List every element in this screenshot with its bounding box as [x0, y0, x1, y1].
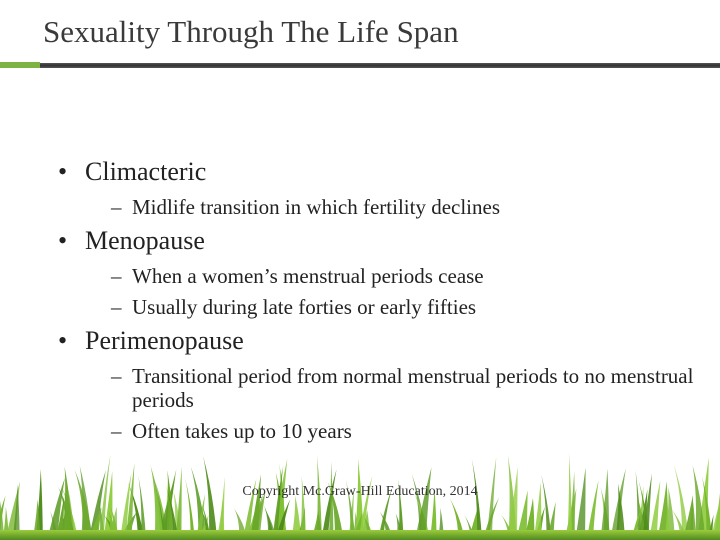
grass-blade: [575, 468, 585, 540]
bullet-label: Perimenopause: [85, 326, 244, 355]
sub-mark: –: [111, 419, 122, 443]
grass-blade: [415, 467, 431, 540]
sub-list-menopause: [111, 264, 698, 319]
slide-title: Sexuality Through The Life Span: [43, 14, 459, 49]
bullet-label: Climacteric: [85, 157, 207, 186]
bullet-perimenopause: [58, 325, 698, 357]
bullet-menopause: [58, 225, 698, 257]
bullet-mark: •: [58, 326, 68, 355]
sub-list-perimenopause: [111, 364, 698, 443]
sub-bullet: [111, 419, 698, 443]
sub-bullet: [111, 364, 698, 412]
bullet-list: [58, 156, 698, 443]
sub-mark: –: [111, 195, 122, 219]
sub-bullet: [111, 264, 698, 288]
sub-bullet-text: Transitional period from normal menstrual periods to no menstrual periods: [132, 364, 694, 412]
sub-bullet-text: When a women’s menstrual periods cease: [132, 264, 484, 288]
grass-blade: [151, 467, 164, 540]
sub-bullet: [111, 195, 698, 219]
sub-list-climacteric: [111, 195, 698, 219]
sub-bullet-text: Usually during late forties or early fifties: [132, 295, 477, 319]
grass-blade: [600, 469, 609, 540]
bullet-mark: •: [58, 157, 68, 186]
title-rule-accent: [0, 62, 40, 68]
grass-blade: [75, 470, 93, 540]
copyright-footer: Copyright Mc.Graw-Hill Education, 2014: [242, 484, 478, 499]
bullet-mark: •: [58, 226, 68, 255]
title-rule: [40, 63, 720, 68]
sub-bullet: [111, 295, 698, 319]
sub-mark: –: [111, 295, 122, 319]
sub-bullet-text: Often takes up to 10 years: [132, 419, 352, 443]
sub-mark: –: [111, 364, 122, 388]
bullet-climacteric: [58, 156, 698, 188]
grass-base: [0, 530, 720, 540]
bullet-label: Menopause: [85, 226, 205, 255]
sub-mark: –: [111, 264, 122, 288]
sub-bullet-text: Midlife transition in which fertility declines: [132, 195, 501, 219]
